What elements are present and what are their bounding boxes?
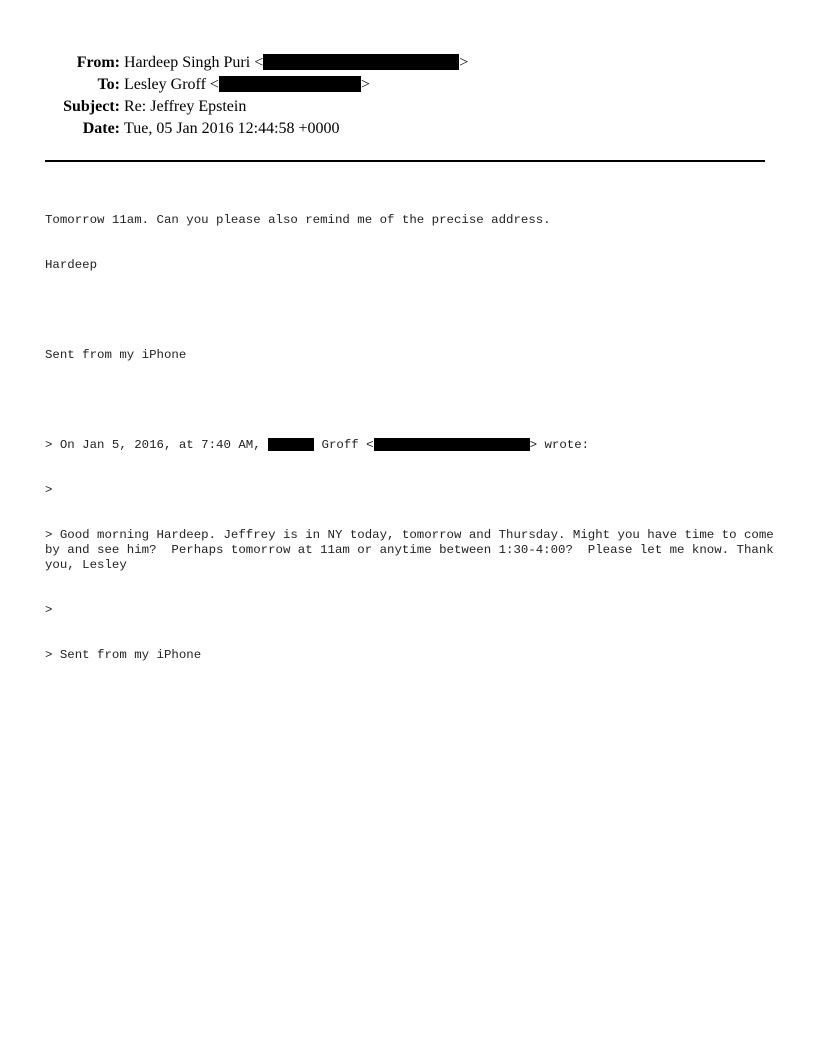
quote-intro xyxy=(45,438,775,453)
body-blank-line xyxy=(45,393,775,408)
quote-intro-end: > wrote: xyxy=(529,438,590,452)
body-blank-line xyxy=(45,303,775,318)
from-close-bracket: > xyxy=(459,54,469,71)
redacted-email-block xyxy=(374,438,530,451)
from-name: Hardeep Singh Puri < xyxy=(124,54,264,71)
to-close-bracket: > xyxy=(360,76,370,93)
to-value xyxy=(124,74,370,96)
quote-blank-line: > xyxy=(45,483,53,497)
from-label: From: xyxy=(76,54,120,71)
header-divider xyxy=(45,160,765,162)
body-line: Tomorrow 11am. Can you please also remind me of the precise address. xyxy=(45,213,551,227)
body-signature: Hardeep xyxy=(45,258,98,272)
quote-message: > Good morning Hardeep. Jeffrey is in NY today, tomorrow and Thursday. Might you have time to come by and see him? Perhaps tomorrow at 11am or anytime between 1:30-4:00? Please let me know. Thank you, Lesley xyxy=(45,528,782,572)
quote-intro-middle: Groff < xyxy=(314,438,374,452)
subject-label: Subject: xyxy=(63,98,120,115)
redacted-email-block xyxy=(263,54,459,70)
subject-value: Re: Jeffrey Epstein xyxy=(124,98,247,115)
from-value xyxy=(124,52,468,74)
quote-intro-start: > On Jan 5, 2016, at 7:40 AM, xyxy=(45,438,269,452)
to-name: Lesley Groff < xyxy=(124,76,219,93)
date-label: Date: xyxy=(82,120,120,137)
email-body xyxy=(45,183,782,678)
date-value: Tue, 05 Jan 2016 12:44:58 +0000 xyxy=(124,120,340,137)
to-label: To: xyxy=(97,76,120,93)
quote-blank-line: > xyxy=(45,603,53,617)
redacted-name-block xyxy=(268,438,314,451)
body-sent-from: Sent from my iPhone xyxy=(45,348,187,362)
quote-sent-from: > Sent from my iPhone xyxy=(45,648,202,662)
redacted-email-block xyxy=(219,76,361,92)
